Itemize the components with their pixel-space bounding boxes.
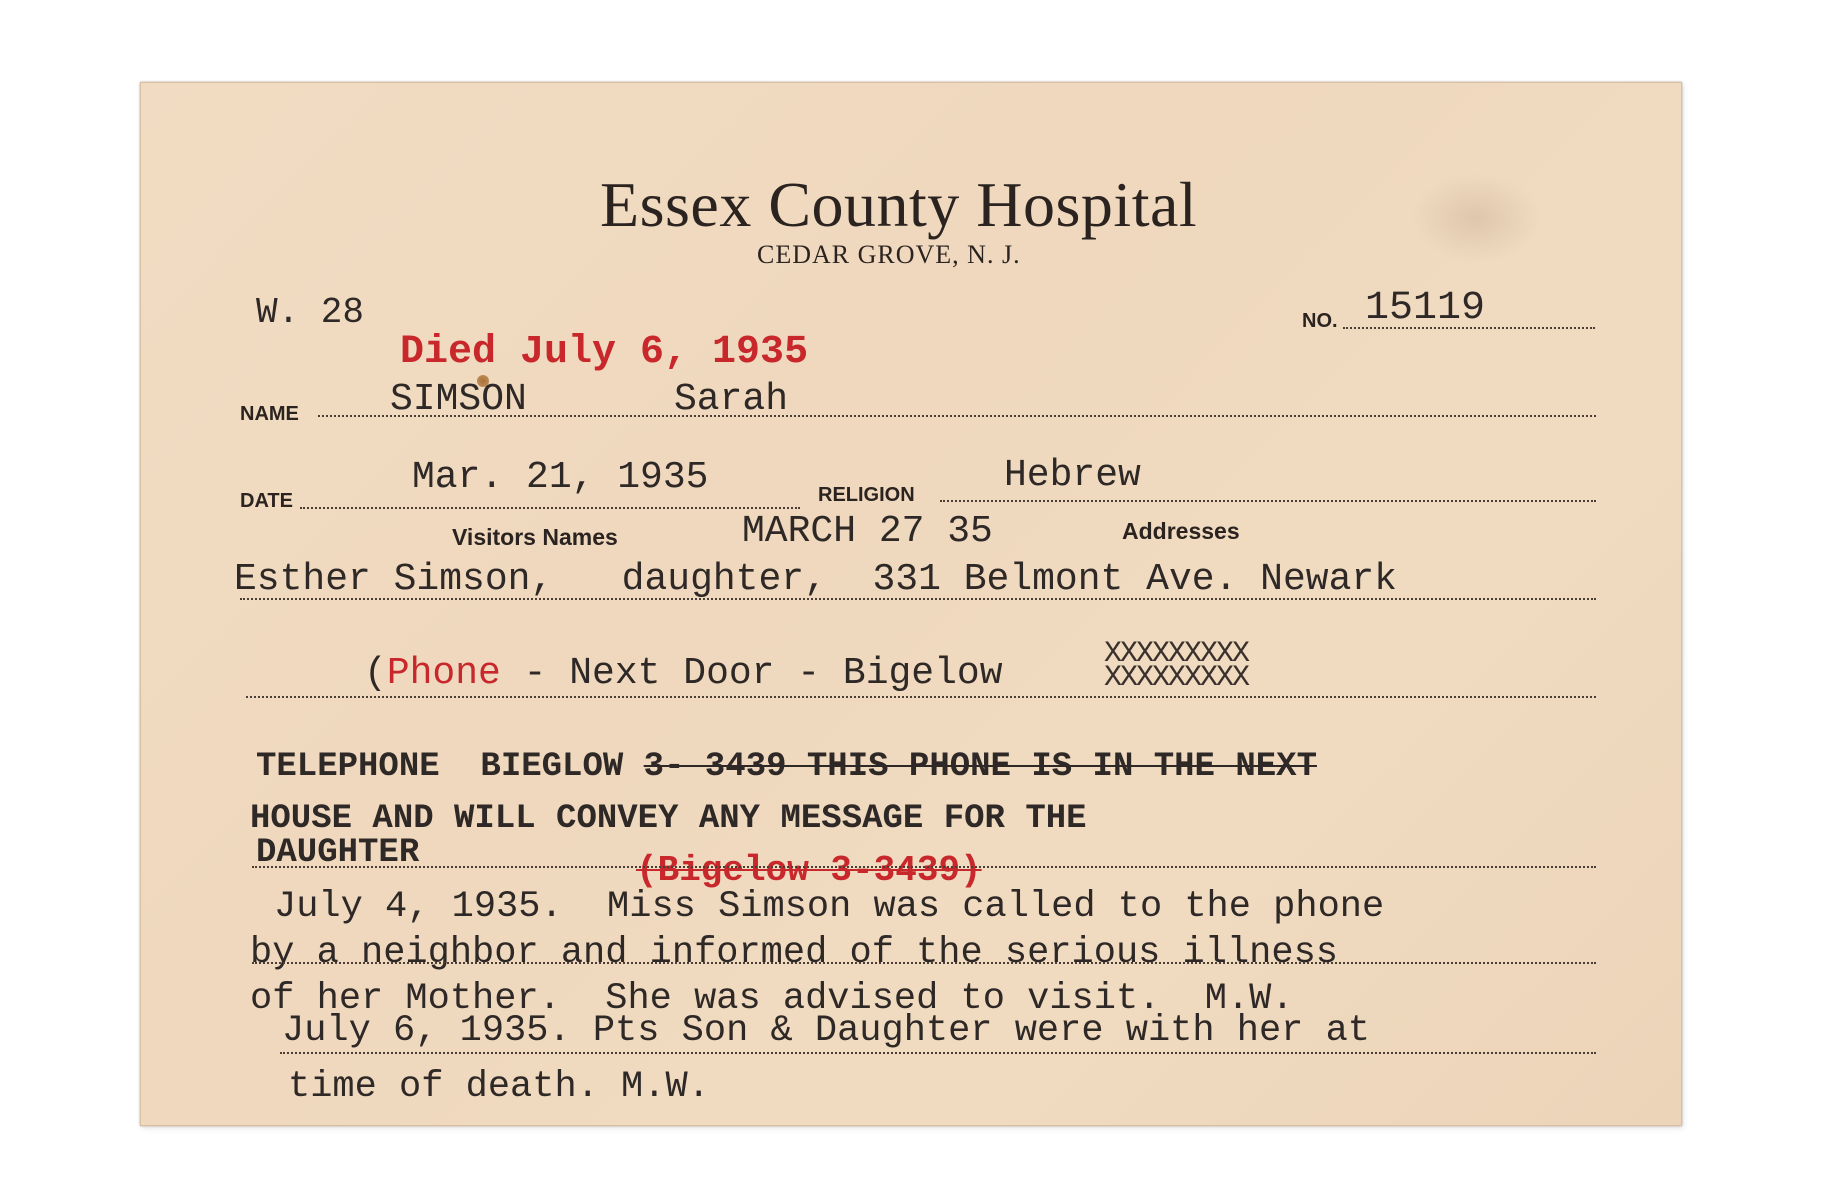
date-label: DATE <box>240 490 293 512</box>
ward-number: W. 28 <box>256 292 365 333</box>
stain <box>1411 173 1541 263</box>
addresses-label: Addresses <box>1122 518 1240 544</box>
notes-line-2 <box>280 1052 1596 1054</box>
record-number: 15119 <box>1365 286 1486 331</box>
hospital-location: CEDAR GROVE, N. J. <box>757 240 1021 269</box>
crossed-out-top: XXXXXXXXX <box>1104 637 1249 671</box>
name-line <box>318 415 1596 417</box>
note-line-4: July 6, 1935. Pts Son & Daughter were with her at <box>282 1010 1370 1052</box>
patient-surname: SIMSON <box>390 378 527 421</box>
death-note: Died July 6, 1935 <box>400 330 809 375</box>
phone-word: Phone <box>386 652 501 695</box>
crossed-out-bottom: XXXXXXXXX <box>1104 661 1249 695</box>
telephone-note-line3: DAUGHTER <box>256 834 420 872</box>
phone-entry <box>364 652 1025 695</box>
religion-value: Hebrew <box>1004 454 1141 497</box>
number-label: NO. <box>1302 310 1338 332</box>
admission-date: Mar. 21, 1935 <box>412 456 709 499</box>
telephone-note-line <box>252 866 1596 868</box>
note-line-5: time of death. M.W. <box>288 1066 710 1108</box>
phone-line <box>246 696 1596 698</box>
notes-line-1 <box>252 962 1596 964</box>
phone-details: - Next Door - Bigelow <box>500 652 1026 695</box>
visitor-line <box>240 598 1596 600</box>
religion-line <box>940 500 1596 502</box>
red-phone-number: (Bigelow 3-3439) <box>636 850 982 891</box>
phone-open-paren: ( <box>364 652 387 695</box>
name-label: NAME <box>240 403 299 425</box>
note-line-1: July 4, 1935. Miss Simson was called to the phone <box>274 886 1385 928</box>
telephone-note-line1 <box>256 748 1317 786</box>
visit-date: MARCH 27 35 <box>742 510 993 553</box>
note-line-2: by a neighbor and informed of the serious illness <box>250 932 1338 974</box>
telephone-note-line2: HOUSE AND WILL CONVEY ANY MESSAGE FOR THE <box>250 800 1087 838</box>
patient-given-name: Sarah <box>674 378 789 421</box>
visitor-entry: Esther Simson, daughter, 331 Belmont Ave. Newark <box>234 558 1397 601</box>
number-line <box>1343 327 1595 329</box>
crossed-out-number <box>1104 637 1249 695</box>
hospital-title: Essex County Hospital <box>600 169 1198 240</box>
religion-label: RELIGION <box>818 484 915 506</box>
note-line-3: of her Mother. She was advised to visit. M.W. <box>250 978 1294 1020</box>
date-line <box>300 507 800 509</box>
telephone-note-a: TELEPHONE BIEGLOW <box>256 748 644 786</box>
visitors-label: Visitors Names <box>452 524 618 550</box>
telephone-note-b: 3- 3439 THIS PHONE IS IN THE NEXT <box>643 748 1317 786</box>
